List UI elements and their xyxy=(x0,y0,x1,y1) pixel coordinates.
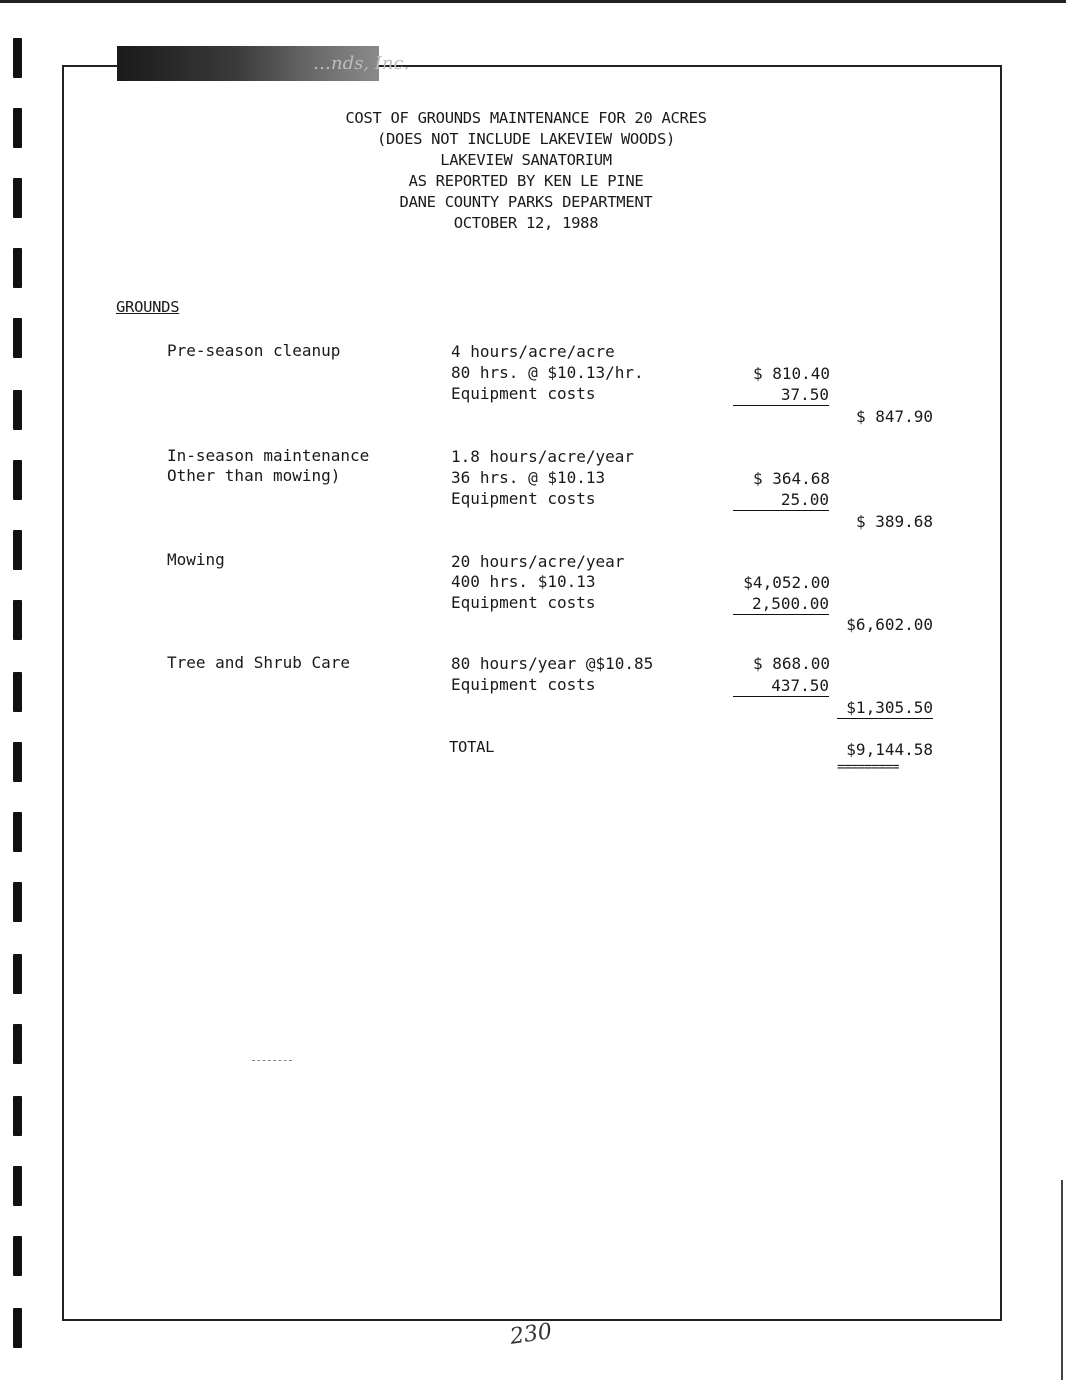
binder-hole xyxy=(13,1236,22,1276)
item-desc-line: 80 hrs. @ $10.13/hr. xyxy=(451,363,644,382)
binder-hole xyxy=(13,1096,22,1136)
binder-hole xyxy=(13,1166,22,1206)
item-desc-line: 20 hours/acre/year xyxy=(451,552,625,571)
binder-hole xyxy=(13,672,22,712)
equipment-amount: 37.50 xyxy=(733,384,829,406)
equipment-amount: 2,500.00 xyxy=(733,593,829,615)
equipment-amount: 437.50 xyxy=(733,675,829,697)
binder-hole xyxy=(13,600,22,640)
labor-amount: $ 810.40 xyxy=(752,364,830,383)
item-name: Tree and Shrub Care xyxy=(167,653,351,672)
binder-hole xyxy=(13,954,22,994)
item-desc-line: 1.8 hours/acre/year xyxy=(451,447,635,466)
binder-hole xyxy=(13,742,22,782)
letterhead-bar xyxy=(117,46,410,81)
binder-hole xyxy=(13,390,22,430)
total-value: $9,144.58 xyxy=(846,740,933,759)
section-heading: GROUNDS xyxy=(116,298,180,316)
right-edge-line xyxy=(1061,1180,1063,1380)
labor-amount: $ 868.00 xyxy=(752,654,830,673)
binder-hole xyxy=(13,1024,22,1064)
item-desc-line: 400 hrs. $10.13 xyxy=(451,572,596,591)
title-line: DANE COUNTY PARKS DEPARTMENT xyxy=(399,193,653,211)
equipment-amount: 25.00 xyxy=(733,489,829,511)
item-desc-line: Equipment costs xyxy=(451,675,596,694)
binder-hole xyxy=(13,248,22,288)
item-desc-line: Equipment costs xyxy=(451,593,596,612)
letterhead-text: …nds, Inc. xyxy=(313,53,410,74)
title-line: LAKEVIEW SANATORIUM xyxy=(440,151,612,169)
binder-hole xyxy=(13,460,22,500)
item-name: Mowing xyxy=(167,550,225,569)
top-edge-line xyxy=(0,0,1066,3)
item-name: Other than mowing) xyxy=(167,466,341,485)
item-subtotal: $6,602.00 xyxy=(846,615,933,634)
labor-amount: $ 364.68 xyxy=(752,469,830,488)
item-desc-line: 80 hours/year @$10.85 xyxy=(451,654,654,673)
total-double-underline: ========= xyxy=(837,760,899,775)
item-subtotal: $ 847.90 xyxy=(855,407,933,426)
item-name: In-season maintenance xyxy=(167,446,370,465)
binder-hole xyxy=(13,38,22,78)
total-label: TOTAL xyxy=(449,738,495,756)
title-line: (DOES NOT INCLUDE LAKEVIEW WOODS) xyxy=(376,130,676,148)
binder-hole xyxy=(13,530,22,570)
scan-specks xyxy=(252,1060,292,1064)
binder-hole xyxy=(13,1308,22,1348)
item-desc-line: 36 hrs. @ $10.13 xyxy=(451,468,606,487)
item-desc-line: 4 hours/acre/acre xyxy=(451,342,615,361)
binder-hole xyxy=(13,882,22,922)
title-line: COST OF GROUNDS MAINTENANCE FOR 20 ACRES xyxy=(345,109,707,127)
title-line: OCTOBER 12, 1988 xyxy=(453,214,599,232)
labor-amount: $4,052.00 xyxy=(743,573,830,592)
binder-hole xyxy=(13,318,22,358)
document-title xyxy=(0,108,1052,234)
item-desc-line: Equipment costs xyxy=(451,384,596,403)
item-subtotal: $1,305.50 xyxy=(837,697,933,719)
page-number: 230 xyxy=(508,1319,554,1350)
binder-hole xyxy=(13,812,22,852)
item-desc-line: Equipment costs xyxy=(451,489,596,508)
item-name: Pre-season cleanup xyxy=(167,341,341,360)
item-subtotal: $ 389.68 xyxy=(855,512,933,531)
title-line: AS REPORTED BY KEN LE PINE xyxy=(408,172,644,190)
